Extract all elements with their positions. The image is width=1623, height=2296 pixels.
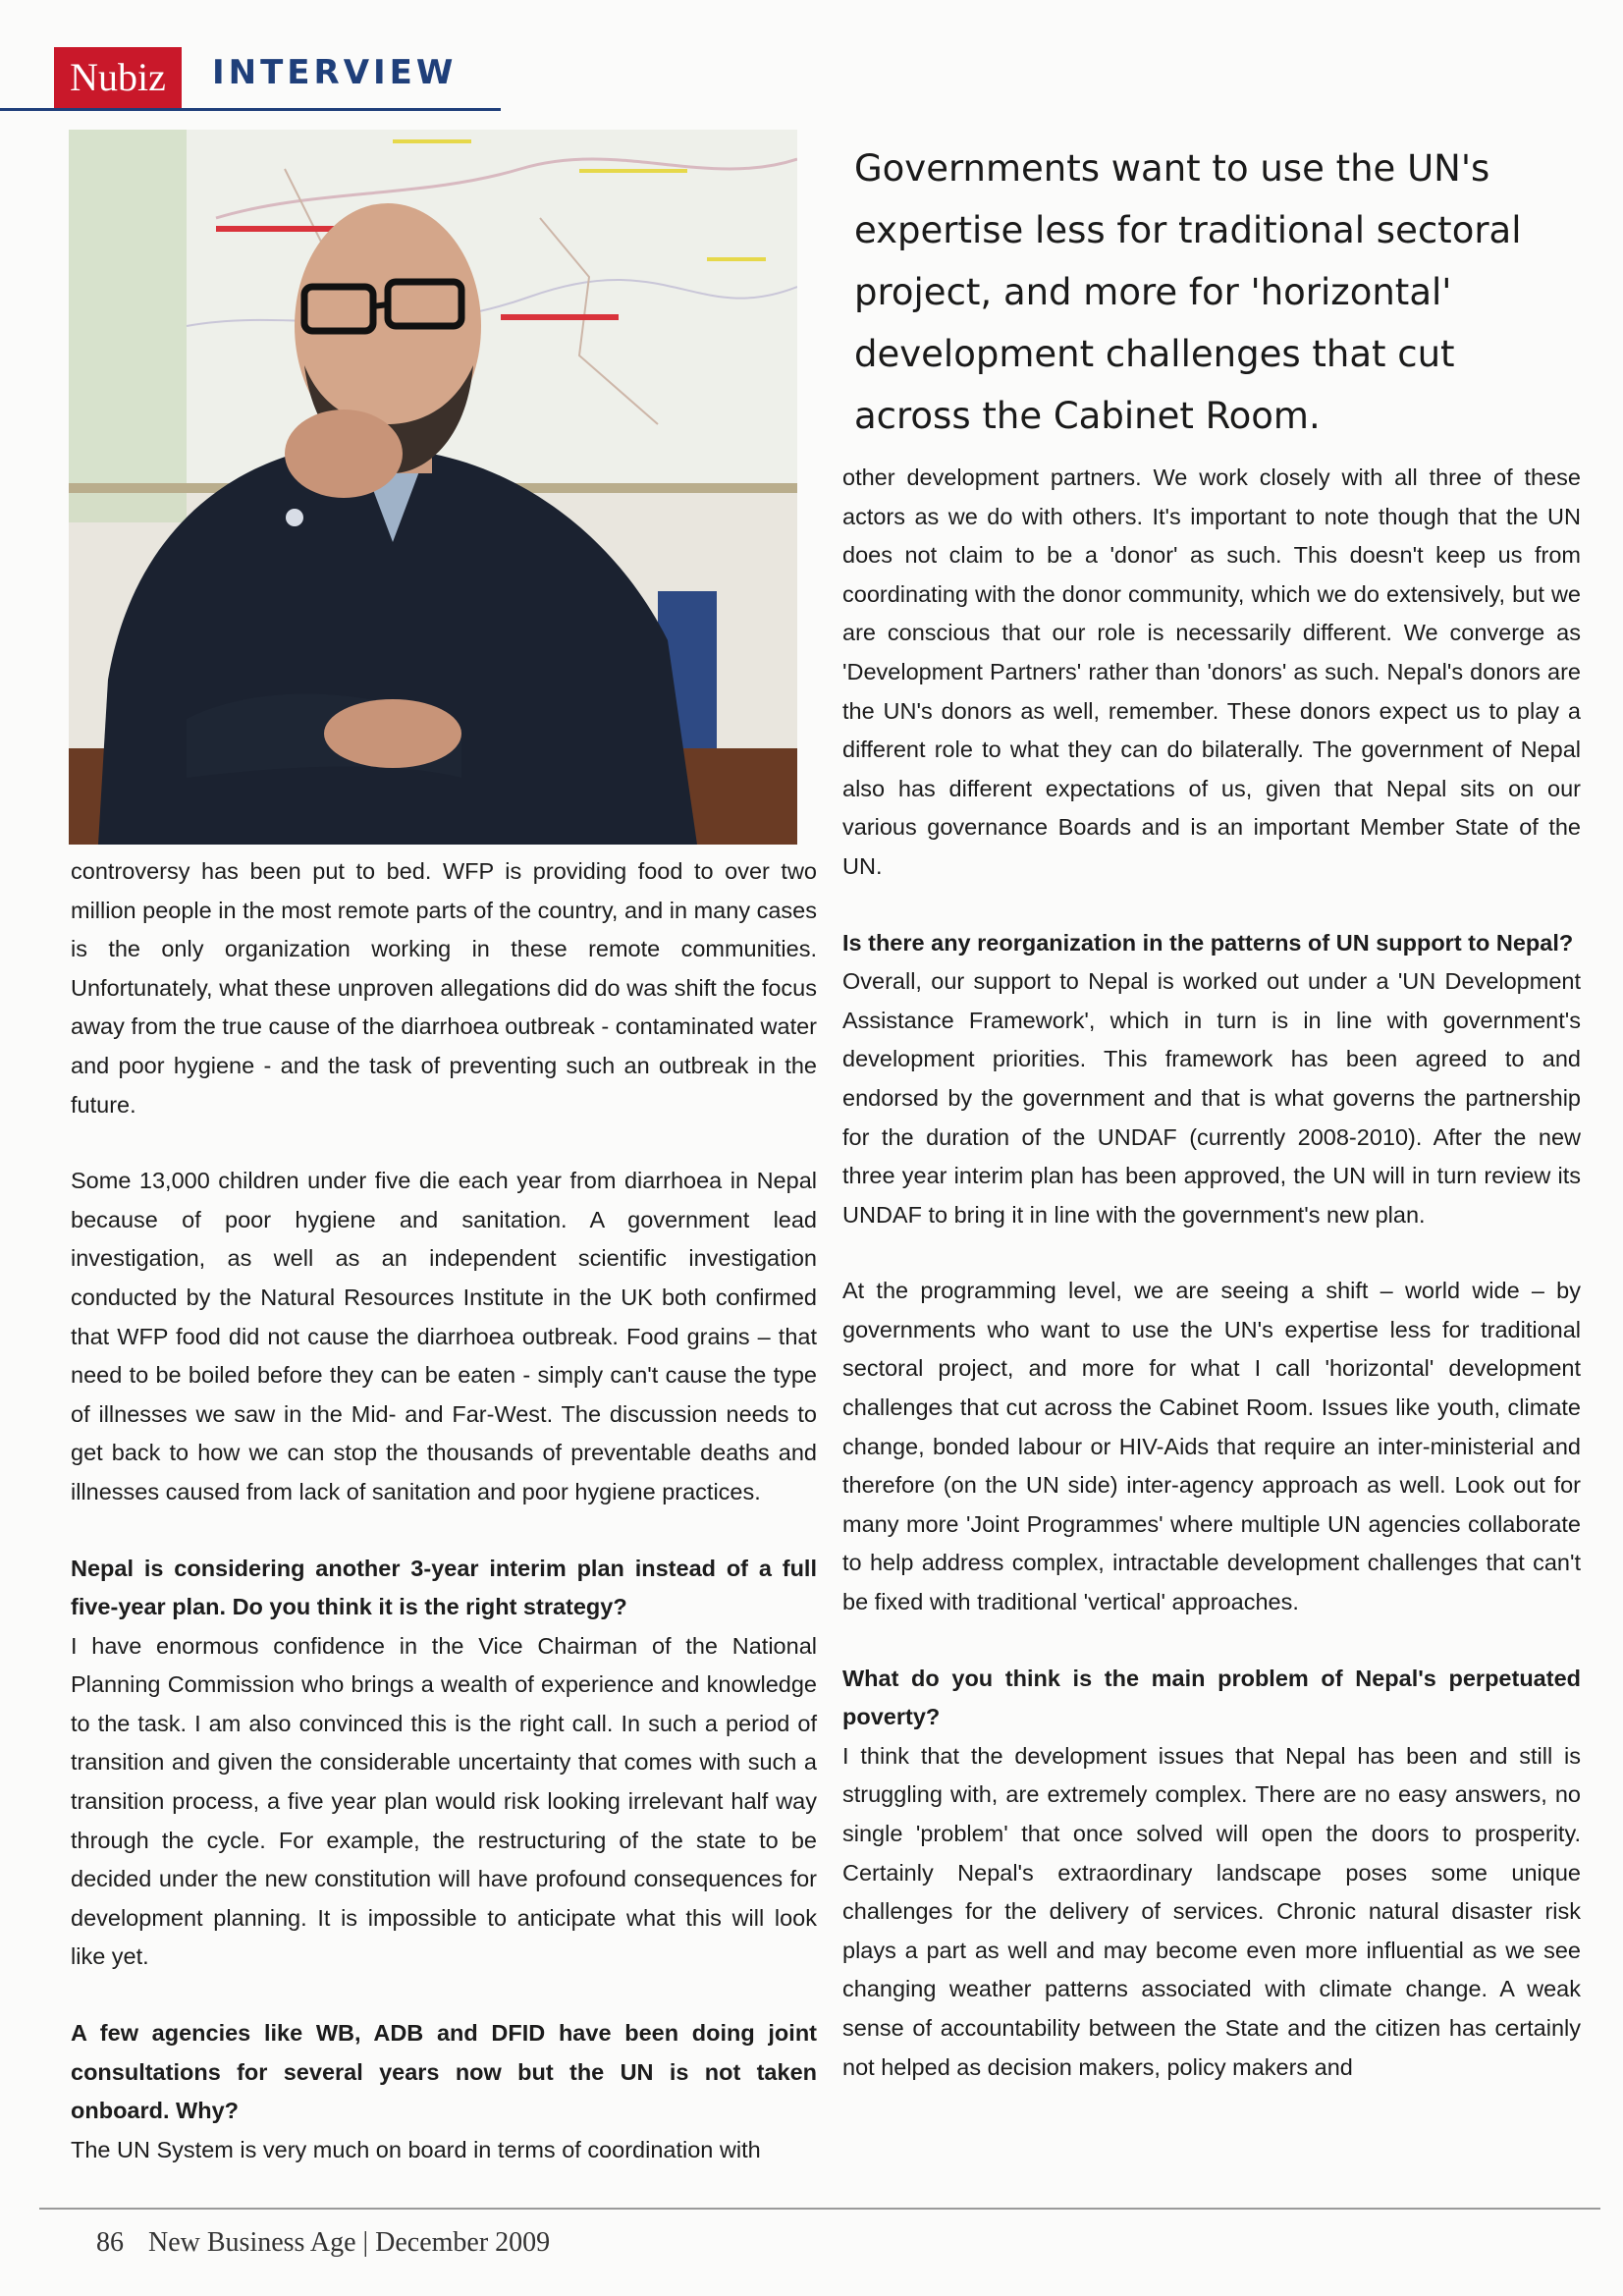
right-column <box>842 459 1581 2124</box>
interview-question: A few agencies like WB, ADB and DFID have been doing joint consultations for several years now but the UN is not taken onboard. Why? <box>71 2020 817 2124</box>
section-title: INTERVIEW <box>212 53 458 92</box>
interview-answer: The UN System is very much on board in terms of coordination with <box>71 2136 761 2162</box>
interview-question: Is there any reorganization in the patterns of UN support to Nepal? <box>842 929 1574 956</box>
footer-divider <box>39 2208 1600 2210</box>
left-column <box>71 852 817 2207</box>
paragraph: Some 13,000 children under five die each year from diarrhoea in Nepal because of poor hygiene and sanitation. A government lead investigation, as well as an independent scientific investigation conducted by the Natural Resources Institute in the UK both confirmed that WFP food did not cause the diarrhoea outbreak. Food grains – that need to be boiled before they can be eaten - simply can't cause the type of illnesses we saw in the Mid- and Far-West. The discussion needs to get back to how we can stop the thousands of preventable deaths and illnesses caused from lack of sanitation and poor hygiene practices. <box>71 1168 817 1504</box>
interview-answer: Overall, our support to Nepal is worked out under a 'UN Development Assistance Framework', which in turn is in line with government's development priorities. This framework has been agreed to and endorsed by the government and that is what governs the partnership for the duration of the UNDAF (currently 2008-2010). After the new three year interim plan has been approved, the UN will in turn review its UNDAF to bring it in line with the government's new plan. <box>842 968 1581 1228</box>
interviewee-photo <box>69 130 797 845</box>
interview-answer: At the programming level, we are seeing a shift – world wide – by governments who want to use the UN's expertise less for traditional sectoral project, and more for what I call 'horizontal' development challenges that cut across the Cabinet Room. Issues like youth, climate change, bonded labour or HIV-Aids that require an inter-ministerial and therefore (on the UN side) inter-agency approach as well. Look out for many more 'Joint Programmes' where multiple UN agencies collaborate to help address complex, intractable development challenges that can't be fixed with traditional 'vertical' approaches. <box>842 1278 1581 1615</box>
publication-info: New Business Age | December 2009 <box>148 2227 551 2258</box>
interview-answer: I have enormous confidence in the Vice Chairman of the National Planning Commission who brings a wealth of experience and knowledge to the task. I am also convinced this is the right call. In such a period of transition and given the considerable uncertainty that comes with such a transition process, a five year plan would risk looking irrelevant half way through the cycle. For example, the restructuring of the state to be decided under the new constitution will have profound consequences for development planning. It is impossible to anticipate what this will look like yet. <box>71 1632 817 1970</box>
interview-answer: I think that the development issues that Nepal has been and still is struggling with, are extremely complex. There are no easy answers, no single 'problem' that once solved will open the doors to prosperity. Certainly Nepal's extraordinary landscape poses some unique challenges for the delivery of services. Chronic natural disaster risk plays a part as well and may become even more influential as we see changing weather patterns associated with climate change. A weak sense of accountability between the State and the citizen has certainly not helped as decision makers, policy makers and <box>842 1742 1581 2080</box>
page-footer <box>96 2227 550 2259</box>
header-divider <box>0 108 501 111</box>
page-header <box>0 47 501 110</box>
interview-question: What do you think is the main problem of Nepal's perpetuated poverty? <box>842 1665 1581 1730</box>
paragraph: controversy has been put to bed. WFP is providing food to over two million people in the most remote parts of the country, and in many cases is the only organization working in these remote communities. Unfortunately, what these unproven allegations did do was shift the focus away from the true cause of the diarrhoea outbreak - contaminated water and poor hygiene - and the task of preventing such an outbreak in the future. <box>71 858 817 1118</box>
interview-answer-continued: other development partners. We work closely with all three of these actors as we do with others. It's important to note though that the UN does not claim to be a 'donor' as such. This doesn't keep us from coordinating with the donor community, which we do extensively, but we are conscious that our role is necessarily different. We converge as 'Development Partners' rather than 'donors' as such. Nepal's donors are the UN's donors as well, remember. These donors expect us to play a different role to what they can do bilaterally. The government of Nepal also has different expectations of us, given that Nepal sits on our various governance Boards and is an important Member State of the UN. <box>842 465 1581 879</box>
interview-question: Nepal is considering another 3-year interim plan instead of a full five-year plan. Do you think it is the right strategy? <box>71 1555 817 1620</box>
pull-quote: Governments want to use the UN's expertise less for traditional sectoral project, and more for 'horizontal' development challenges that cut across the Cabinet Room. <box>854 147 1522 437</box>
brand-logo: Nubiz <box>54 47 182 108</box>
page-number: 86 <box>96 2227 124 2258</box>
